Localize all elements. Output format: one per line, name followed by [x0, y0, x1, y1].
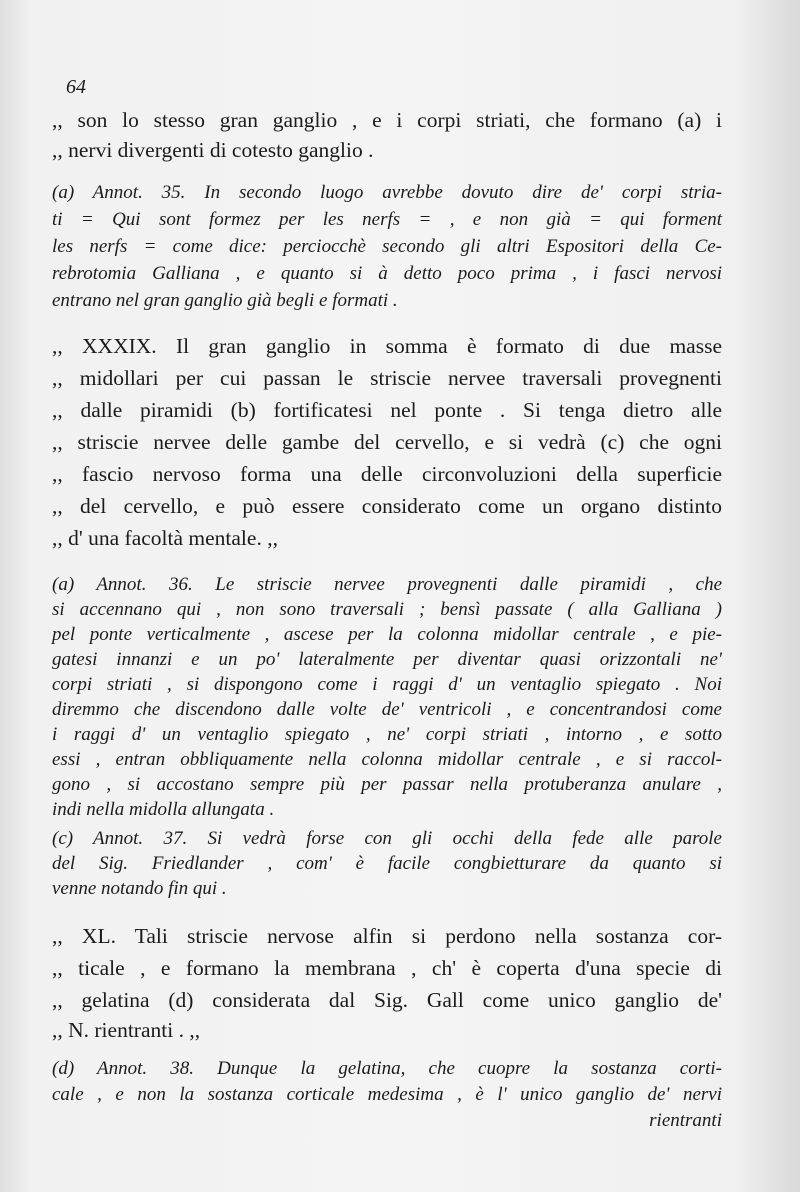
footnote-line: entrano nel gran ganglio già begli e formati .: [52, 290, 398, 311]
text-line: ,, N. rientranti . ,,: [52, 1018, 201, 1042]
text-line: ,, ticale , e formano la membrana , ch' è coperta d'una specie di: [52, 956, 722, 980]
footnote-line: venne notando fin qui .: [52, 878, 227, 899]
text-line: ,, nervi divergenti di cotesto ganglio .: [52, 138, 374, 162]
text-line: ,, striscie nervee delle gambe del cervello, e si vedrà (c) che ogni: [52, 430, 722, 454]
footnote-line: si accennano qui , non sono traversali ; bensì passate ( alla Galliana ): [52, 599, 722, 620]
footnote-line: essi , entran obbliquamente nella colonna midollar centrale , e si raccol-: [52, 749, 722, 770]
text-line: ,, dalle piramidi (b) fortificatesi nel ponte . Si tenga dietro alle: [52, 398, 722, 422]
text-line: ,, XXXIX. Il gran ganglio in somma è formato di due masse: [52, 334, 722, 358]
footnote-line: gatesi innanzi e un po' lateralmente per diventar quasi orizzontali ne': [52, 649, 722, 670]
footnote-line: del Sig. Friedlander , com' è facile congbietturare da quanto si: [52, 853, 722, 874]
text-line: ,, del cervello, e può essere considerato come un organo distinto: [52, 494, 722, 518]
footnote-line: cale , e non la sostanza corticale medesima , è l' unico ganglio de' nervi: [52, 1084, 722, 1105]
text-line: ,, XL. Tali striscie nervose alfin si perdono nella sostanza cor-: [52, 924, 722, 948]
footnote-line: diremmo che discendono dalle volte de' ventricoli , e concentrandosi come: [52, 699, 722, 720]
footnote-line: les nerfs = come dice: perciocchè secondo gli altri Espositori della Ce-: [52, 236, 722, 257]
footnote-line: gono , si accostano sempre più per passar nella protuberanza anulare ,: [52, 774, 722, 795]
footnote-line: i raggi d' un ventaglio spiegato , ne' corpi striati , intorno , e sotto: [52, 724, 722, 745]
footnote-line: rebrotomia Galliana , e quanto si à detto poco prima , i fasci nervosi: [52, 263, 722, 284]
text-line: ,, gelatina (d) considerata dal Sig. Gall come unico ganglio de': [52, 988, 722, 1012]
text-line: ,, midollari per cui passan le striscie nervee traversali provegnenti: [52, 366, 722, 390]
footnote-line: pel ponte verticalmente , ascese per la colonna midollar centrale , e pie-: [52, 624, 722, 645]
footnote-line: corpi striati , si dispongono come i raggi d' un ventaglio spiegato . Noi: [52, 674, 722, 695]
footnote-line: ti = Qui sont formez per les nerfs = , e non già = qui forment: [52, 209, 722, 230]
text-line: ,, fascio nervoso forma una delle circonvoluzioni della superficie: [52, 462, 722, 486]
page-number: 64: [66, 76, 86, 98]
text-line: ,, d' una facoltà mentale. ,,: [52, 526, 278, 550]
footnote-catchword: rientranti: [649, 1110, 722, 1131]
footnote-line: (a) Annot. 35. In secondo luogo avrebbe dovuto dire de' corpi stria-: [52, 182, 722, 203]
text-line: ,, son lo stesso gran ganglio , e i corpi striati, che formano (a) i: [52, 108, 722, 132]
footnote-line: (d) Annot. 38. Dunque la gelatina, che cuopre la sostanza corti-: [52, 1058, 722, 1079]
footnote-line: (c) Annot. 37. Si vedrà forse con gli occhi della fede alle parole: [52, 828, 722, 849]
footnote-line: (a) Annot. 36. Le striscie nervee provegnenti dalle piramidi , che: [52, 574, 722, 595]
footnote-line: indi nella midolla allungata .: [52, 799, 275, 820]
